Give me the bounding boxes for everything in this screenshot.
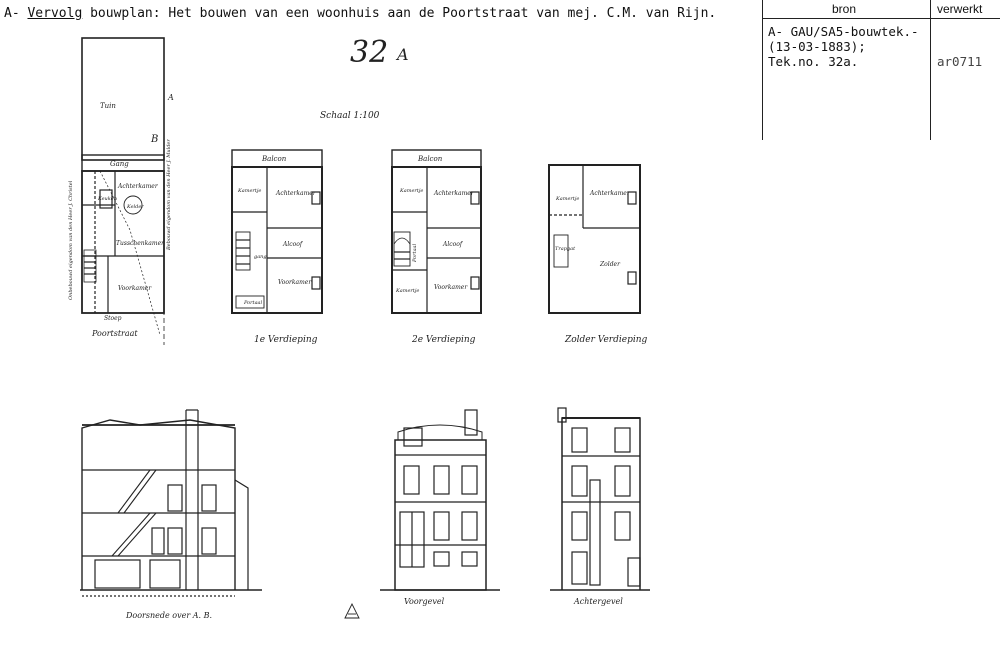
kamertje-2b-label: Kamertje xyxy=(396,288,420,294)
middenkamer-label: Tusschenkamer xyxy=(116,240,164,247)
kelder-label: Kelder xyxy=(127,204,144,210)
front-elevation xyxy=(380,410,500,606)
balcon-2-label: Balcon xyxy=(418,155,443,163)
scale-note: Schaal 1:100 xyxy=(320,111,380,121)
zolder-label: Zolder xyxy=(600,261,620,268)
bron-line-3: Tek.no. 32a. xyxy=(768,54,859,69)
sheet-number: 32 xyxy=(350,35,389,70)
verwerkt-header: verwerkt xyxy=(937,2,983,16)
right-property-label: Bebouwd eigendom van den Heer J. Mulder xyxy=(166,139,172,250)
alcoof-2-label: Alcoof xyxy=(443,241,463,248)
second-floor-title: 2e Verdieping xyxy=(412,335,476,345)
cross-section-drawing xyxy=(80,410,262,620)
tuin-label: Tuin xyxy=(100,102,116,110)
title-rest: bouwplan: Het bouwen van een woonhuis aan de Poortstraat van mej. C.M. van Rijn. xyxy=(82,6,717,21)
section-marker-b: B xyxy=(151,134,159,145)
rear-elevation-title: Achtergevel xyxy=(574,597,623,606)
balcon-1-label: Balcon xyxy=(262,155,287,163)
bron-header: bron xyxy=(832,2,857,16)
attic-floor-plan xyxy=(549,165,648,345)
sheet-suffix: A xyxy=(397,45,409,64)
achterkamer-1-label: Achterkamer xyxy=(276,190,316,197)
left-property-label: Onbebouwd eigendom van den Heer J. Christel xyxy=(68,180,74,300)
voorkamer-1-label: Voorkamer xyxy=(278,279,312,286)
voorkamer-ground-label: Voorkamer xyxy=(118,285,152,292)
attic-floor-title: Zolder Verdieping xyxy=(565,335,648,345)
stoep-label: Stoep xyxy=(104,315,122,322)
alcoof-1-label: Alcoof xyxy=(283,241,303,248)
trapgat-label: Trapgat xyxy=(555,246,576,252)
front-elevation-title: Voorgevel xyxy=(404,597,445,606)
balcon-ground-label: Gang xyxy=(110,160,129,168)
monogram-stamp xyxy=(345,604,359,618)
achterkamer-ground-label: Achterkamer xyxy=(118,183,158,190)
gang-1-label: gang xyxy=(254,254,267,260)
second-floor-plan xyxy=(392,150,481,345)
portaal-2-label: Portaal xyxy=(412,243,418,262)
kamertje-attic-label: Kamertje xyxy=(556,196,580,202)
rear-elevation xyxy=(550,408,650,606)
title-underlined: Vervolg xyxy=(27,6,83,21)
achterkamer-attic-label: Achterkamer xyxy=(590,190,630,197)
kamertje-2-label: Kamertje xyxy=(400,188,424,194)
verwerkt-value: ar0711 xyxy=(937,54,983,69)
archive-reference-table xyxy=(762,0,1000,140)
bron-line-2: (13-03-1883); xyxy=(768,39,866,54)
title-prefix: A- xyxy=(4,6,28,21)
section-marker-a: A xyxy=(168,93,174,102)
portaal-1-label: Portaal xyxy=(244,300,263,306)
bron-line-1: A- GAU/SA5-bouwtek.- xyxy=(768,24,919,39)
first-floor-plan xyxy=(232,150,322,345)
first-floor-title: 1e Verdieping xyxy=(254,335,318,345)
keuken-label: Keuken xyxy=(98,196,117,202)
ground-floor-plan xyxy=(68,38,174,345)
straat-label: Poortstraat xyxy=(92,329,138,338)
achterkamer-2-label: Achterkamer xyxy=(434,190,474,197)
kamertje-1-label: Kamertje xyxy=(238,188,262,194)
voorkamer-2-label: Voorkamer xyxy=(434,284,468,291)
section-title: Doorsnede over A. B. xyxy=(126,611,212,620)
